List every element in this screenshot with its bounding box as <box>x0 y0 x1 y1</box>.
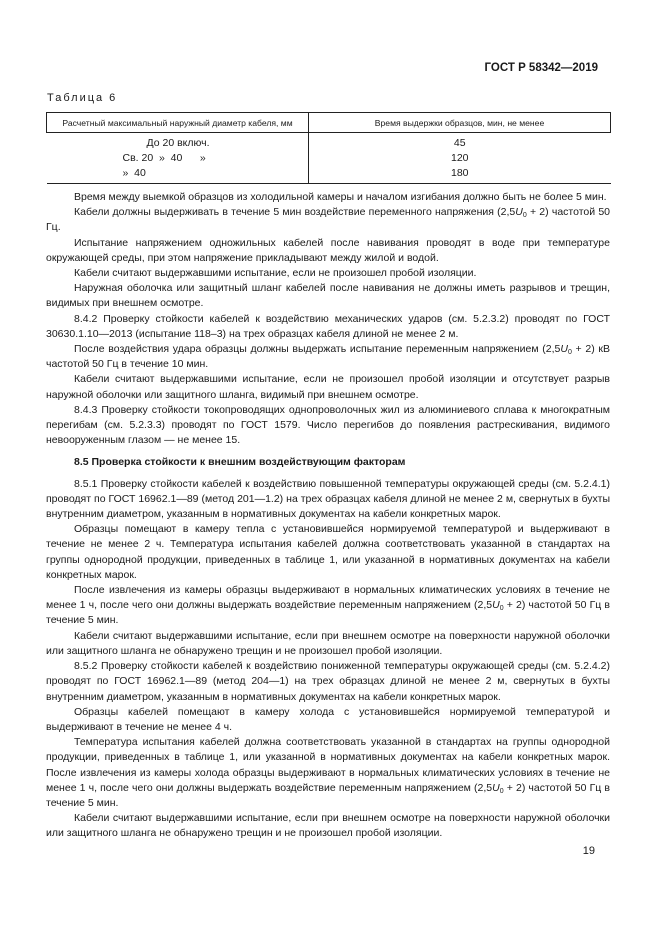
paragraph: Кабели считают выдержавшими испытание, если не произошел пробой изоляции и отсутствует разрыв наружной оболочки или защитного шланга, видимый при внешнем осмотре. <box>46 373 610 401</box>
paragraph: Образцы помещают в камеру тепла с установившейся нормируемой температурой и выдерживают в течение не менее 2 ч. Температура испытания кабелей должна соответствовать указанной в стандартах на группы однородной продукции, приведенных в таблице 1, или указанной в нормативных документах на кабели конкретных марок. <box>46 523 610 581</box>
section-heading: 8.5 Проверка стойкости к внешним воздействующим факторам <box>74 456 406 469</box>
table-cell-diameter: До 20 включ. <box>146 137 210 149</box>
table-cell-time: 120 <box>450 152 469 164</box>
table-cell-time: 180 <box>450 167 469 179</box>
paragraph: Испытание напряжением одножильных кабелей после навивания проводят в воде при температуре окружающей среды, при этом напряжение прикладывают между жилой и водой. <box>46 236 610 264</box>
paragraph: Образцы кабелей помещают в камеру холода с установившейся нормируемой температурой и выдерживают в течение не менее 4 ч. <box>46 705 610 733</box>
table-caption: Таблица 6 <box>47 92 118 104</box>
paragraph: Кабели считают выдержавшими испытание, если не произошел пробой изоляции. <box>74 267 477 280</box>
table-column-diameter <box>47 133 309 184</box>
table-cell-time: 45 <box>453 137 466 149</box>
paragraph: Кабели считают выдержавшими испытание, если при внешнем осмотре на поверхности наружной оболочки или защитного шланга не обнаружено трещин и не произошел пробой изоляции. <box>46 629 610 657</box>
standard-code: ГОСТ Р 58342—2019 <box>484 62 598 74</box>
paragraph: 8.4.3 Проверку стойкости токопроводящих однопроволочных жил из алюминиевого сплава к многократным перегибам (см. 5.2.3.3) проводят по ГОСТ 1579. Число перегибов до появления растрескивания, видимого невооруженным глазом — не менее 15. <box>46 403 610 447</box>
paragraph: Температура испытания кабелей должна соответствовать указанной в стандартах на группы однородной продукции, приведенных в таблице 1, или указанной в нормативных документах на кабели конкретных марок. После извлечения из камеры холода образцы выдерживают в нормальных климатических условиях в течение не менее 1 ч, после чего они должны выдержать воздействие переменным напряжением $(2,5U_0 + 2)$ частотой 50 Гц в течение 5 мин. <box>46 736 610 809</box>
table-column-time <box>309 133 611 184</box>
paragraph: 8.4.2 Проверку стойкости кабелей к воздействию механических ударов (см. 5.2.3.2) проводят по ГОСТ 30630.1.10—2013 (испытание 118–3) на трех образцах кабеля длиной не менее 2 м. <box>46 312 610 340</box>
table-cell-diameter: » 40 <box>122 167 146 179</box>
paragraph: 8.5.1 Проверку стойкости кабелей к воздействию повышенной температуры окружающей среды (см. 5.2.4.1) проводят по ГОСТ 16962.1—89 (метод 201—1.2) на трех образцах кабеля длиной не менее 2 м, свернутых в бухты внутренним диаметром, указанным в нормативных документах на кабели конкретных марок. <box>46 477 610 521</box>
paragraph: После извлечения из камеры образцы выдерживают в нормальных климатических условиях в течение не менее 1 ч, после чего они должны выдержать воздействие переменным напряжением $(2,5U_0 + 2)$ частотой 50 Гц в течение 5 мин. <box>46 584 610 627</box>
table-cell-diameter: Св. 20 » 40 » <box>122 152 206 164</box>
paragraph: Кабели должны выдерживать в течение 5 мин воздействие переменного напряжения $(2,5U_0 + 2)$ частотой 50 Гц. <box>46 206 610 234</box>
paragraph: После воздействия удара образцы должны выдержать испытание переменным напряжением $(2,5U_0 + 2)$ кВ частотой 50 Гц в течение 10 мин. <box>46 343 610 371</box>
test-duration-table <box>46 112 611 184</box>
paragraph: 8.5.2 Проверку стойкости кабелей к воздействию пониженной температуры окружающей среды (см. 5.2.4.2) проводят по ГОСТ 16962.1—89 (метод 204—1) на трех образцах длиной не менее 2 м, свернутых в бухты внутренним диаметром, указанным в нормативных документах на кабели конкретных марок. <box>46 660 610 703</box>
paragraph: Кабели считают выдержавшими испытание, если при внешнем осмотре на поверхности наружной оболочки или защитного шланга не обнаружено трещин и не произошел пробой изоляции. <box>46 812 610 840</box>
paragraph: Наружная оболочка или защитный шланг кабелей после навивания не должны иметь разрывов и трещин, видимых при внешнем осмотре. <box>46 282 610 310</box>
page-number: 19 <box>582 845 595 857</box>
table-header-diameter: Расчетный максимальный наружный диаметр кабеля, мм <box>47 113 309 133</box>
document-body <box>46 190 610 842</box>
paragraph: Время между выемкой образцов из холодильной камеры и началом изгибания должно быть не более 5 мин. <box>74 191 607 203</box>
table-header-time: Время выдержки образцов, мин, не менее <box>309 113 611 133</box>
